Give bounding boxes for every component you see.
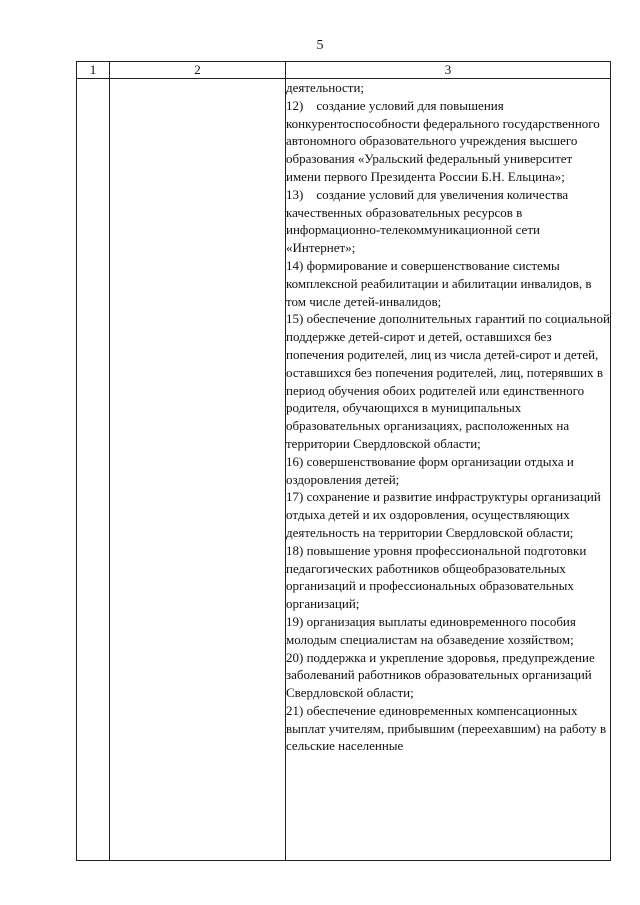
table-row: [77, 79, 611, 861]
column-header-3: 3: [286, 62, 611, 79]
list-item: деятельности;: [286, 80, 365, 95]
list-item: 15) обеспечение дополнительных гарантий по социальной поддержке детей-сирот и детей, оставшихся без попечения родителей, лиц из числа детей-сирот и детей, оставшихся без попечения родителей, лиц, потерявших в период обучения обоих родителей или единственного родителя, обучающихся в муниципальных образовательных организациях, расположенных на территории Свердловской области;: [286, 311, 614, 451]
document-table: [76, 61, 614, 861]
list-item: 12) создание условий для повышения конкурентоспособности федерального государственного автономного образовательного учреждения высшего образования «Уральский федеральный университет имени первого Президента России Б.Н. Ельцина»;: [286, 97, 604, 184]
list-item: 14) формирование и совершенствование системы комплексной реабилитации и абилитации инвалидов, в том числе детей-инвалидов;: [286, 257, 595, 309]
table-cell-column-1: [77, 79, 110, 861]
column-header-2: 2: [110, 62, 286, 79]
page-number: 5: [316, 38, 324, 53]
list-item: 19) организация выплаты единовременного пособия молодым специалистам на обзаведение хозяйством;: [286, 613, 580, 647]
table-header-row: [77, 62, 611, 79]
list-item: 16) совершенствование форм организации отдыха и оздоровления детей;: [286, 453, 578, 487]
table-cell-column-3: [286, 79, 614, 861]
list-item: 13) создание условий для увеличения количества качественных образовательных ресурсов в информационно-телекоммуникационной сети «Интернет»;: [286, 186, 572, 256]
list-item: 18) повышение уровня профессиональной подготовки педагогических работников общеобразовательных организаций и профессиональных образовательных организаций;: [286, 542, 590, 612]
list-item: 20) поддержка и укрепление здоровья, предупреждение заболеваний работников образовательных организаций Свердловской области;: [286, 649, 598, 701]
list-item: 21) обеспечение единовременных компенсационных выплат учителям, прибывшим (переехавшим) на работу в сельские населенные: [286, 702, 610, 754]
table-cell-column-2: [110, 79, 286, 861]
list-item: 17) сохранение и развитие инфраструктуры организаций отдыха детей и их оздоровления, осуществляющих деятельность на территории Свердловской области;: [286, 489, 605, 540]
column-header-1: 1: [77, 62, 110, 79]
